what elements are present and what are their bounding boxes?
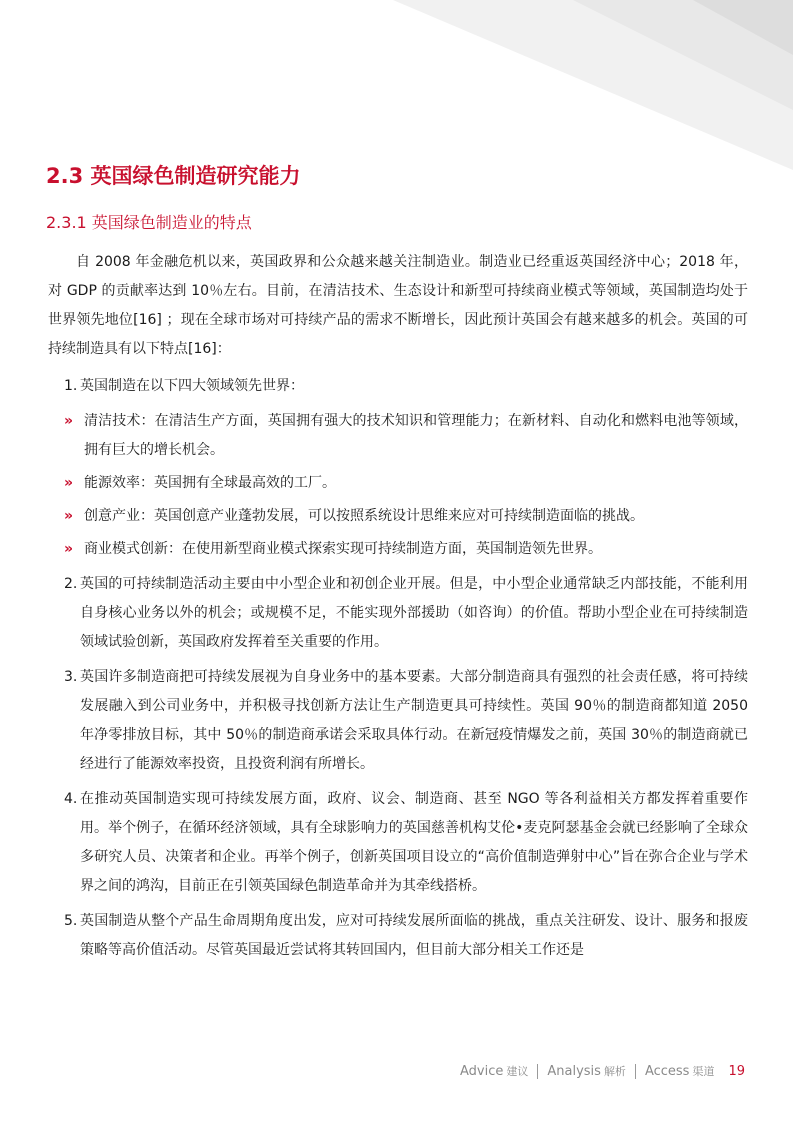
double-chevron-right-icon: »: [64, 541, 74, 557]
bullet-text: 创意产业：英国创意产业蓬勃发展，可以按照系统设计思维来应对可持续制造面临的挑战。: [84, 508, 644, 524]
item-text: 在推动英国制造实现可持续发展方面，政府、议会、制造商、甚至 NGO 等各利益相关方都发挥着重要作用。举个例子，在循环经济领域，具有全球影响力的英国慈善机构艾伦•麦克阿瑟基金会就已经影响了全球众多研究人员、决策者和企业。再举个例子，创新英国项目设立的“高价值制造弹射中心”旨在弥合企业与学术界之间的鸿沟，目前正在引领英国绿色制造革命并为其牵线搭桥。: [80, 791, 748, 894]
numbered-item: [48, 570, 748, 657]
double-chevron-right-icon: »: [64, 413, 74, 429]
bullet-item: [48, 469, 748, 498]
bullet-text: 商业模式创新：在使用新型商业模式探索实现可持续制造方面，英国制造领先世界。: [84, 541, 602, 557]
footer-divider: [635, 1064, 636, 1079]
double-chevron-right-icon: »: [64, 508, 74, 524]
footer-access: Access 渠道: [644, 1064, 715, 1079]
footer-advice: Advice 建议: [460, 1064, 529, 1079]
item-number: 5.: [64, 913, 78, 929]
bullet-item: [48, 502, 748, 531]
item-number: 4.: [64, 791, 78, 807]
bullet-item: [48, 407, 748, 465]
item-text: 英国许多制造商把可持续发展视为自身业务中的基本要素。大部分制造商具有强烈的社会责任感，将可持续发展融入到公司业务中，并积极寻找创新方法让生产制造更具可持续性。英国 90％的制造商都知道 2050 年净零排放目标，其中 50％的制造商承诺会采取具体行动。在新冠疫情爆发之前，英国 30％的制造商就已经进行了能源效率投资，且投资利润有所增长。: [80, 669, 748, 772]
bullet-text: 清洁技术：在清洁生产方面，英国拥有强大的技术知识和管理能力；在新材料、自动化和燃料电池等领域，拥有巨大的增长机会。: [84, 413, 748, 458]
section-heading: 2.3 英国绿色制造研究能力: [46, 164, 301, 188]
bullet-list: [48, 407, 748, 564]
numbered-item: [48, 372, 748, 401]
item-number: 1.: [64, 378, 78, 394]
corner-decoration: [393, 0, 793, 170]
footer-divider: [537, 1064, 538, 1079]
item-text: 英国制造在以下四大领域领先世界：: [80, 378, 304, 394]
bullet-item: [48, 535, 748, 564]
section-subheading: 2.3.1 英国绿色制造业的特点: [46, 213, 252, 232]
item-text: 英国的可持续制造活动主要由中小型企业和初创企业开展。但是，中小型企业通常缺乏内部技能，不能利用自身核心业务以外的机会；或规模不足，不能实现外部援助（如咨询）的价值。帮助小型企业在可持续制造领域试验创新，英国政府发挥着至关重要的作用。: [80, 576, 748, 650]
page-number: 19: [728, 1063, 745, 1079]
numbered-item: [48, 907, 748, 965]
bullet-text: 能源效率：英国拥有全球最高效的工厂。: [84, 475, 336, 491]
intro-paragraph: 自 2008 年金融危机以来，英国政界和公众越来越关注制造业。制造业已经重返英国经济中心；2018 年，对 GDP 的贡献率达到 10％左右。目前，在清洁技术、生态设计和新型可持续商业模式等领域，英国制造均处于世界领先地位[16] ；现在全球市场对可持续产品的需求不断增长，因此预计英国会有越来越多的机会。英国的可持续制造具有以下特点[16]：: [48, 254, 748, 357]
page-footer: [460, 1063, 745, 1079]
double-chevron-right-icon: »: [64, 475, 74, 491]
item-number: 2.: [64, 576, 78, 592]
item-number: 3.: [64, 669, 78, 685]
footer-analysis: Analysis 解析: [547, 1064, 626, 1079]
body-content: [48, 248, 748, 971]
numbered-item: [48, 663, 748, 779]
numbered-item: [48, 785, 748, 901]
item-text: 英国制造从整个产品生命周期角度出发，应对可持续发展所面临的挑战，重点关注研发、设计、服务和报废策略等高价值活动。尽管英国最近尝试将其转回国内，但目前大部分相关工作还是: [80, 913, 748, 958]
